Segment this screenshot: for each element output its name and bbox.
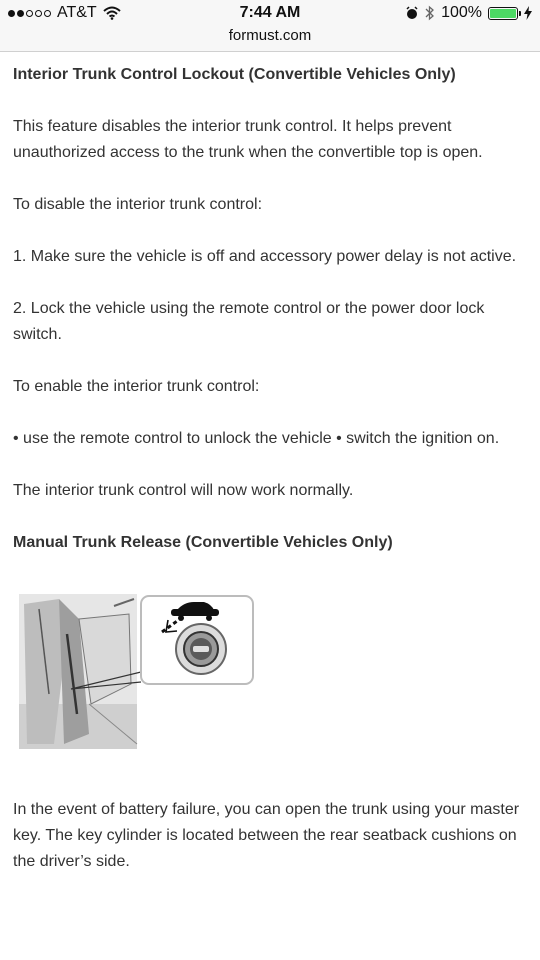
url-domain[interactable]: formust.com (228, 27, 312, 44)
paragraph-normal-operation: The interior trunk control will now work normally. (13, 482, 354, 499)
paragraph-disable-intro: To disable the interior trunk control: (13, 196, 263, 213)
paragraph-enable-steps: • use the remote control to unlock the vehicle • switch the ignition on. (13, 430, 500, 447)
bluetooth-icon (425, 5, 435, 21)
paragraph-step-1: 1. Make sure the vehicle is off and accessory power delay is not active. (13, 248, 517, 265)
article-content (0, 62, 540, 875)
battery-icon (488, 7, 518, 20)
alarm-icon (405, 6, 419, 20)
trunk-release-illustration (19, 594, 254, 754)
paragraph-enable-intro: To enable the interior trunk control: (13, 378, 260, 395)
charging-bolt-icon (524, 6, 532, 20)
paragraph-step-2: 2. Lock the vehicle using the remote control or the power door lock switch. (13, 300, 485, 343)
carrier-label: AT&T (57, 4, 97, 21)
status-bar (0, 0, 540, 27)
address-bar[interactable] (0, 27, 540, 52)
status-right (405, 4, 532, 22)
section-heading-manual-release: Manual Trunk Release (Convertible Vehicles Only) (13, 534, 393, 551)
illustration-graphic (19, 594, 254, 754)
paragraph-battery-failure: In the event of battery failure, you can open the trunk using your master key. The key cylinder is located between the rear seatback cushions on the driver’s side. (13, 801, 520, 870)
paragraph-feature-description: This feature disables the interior trunk control. It helps prevent unauthorized access to the trunk when the convertible top is open. (13, 118, 483, 161)
battery-percentage: 100% (441, 4, 482, 21)
section-heading-trunk-lockout: Interior Trunk Control Lockout (Convertible Vehicles Only) (13, 66, 456, 83)
clock: 7:44 AM (239, 4, 301, 21)
